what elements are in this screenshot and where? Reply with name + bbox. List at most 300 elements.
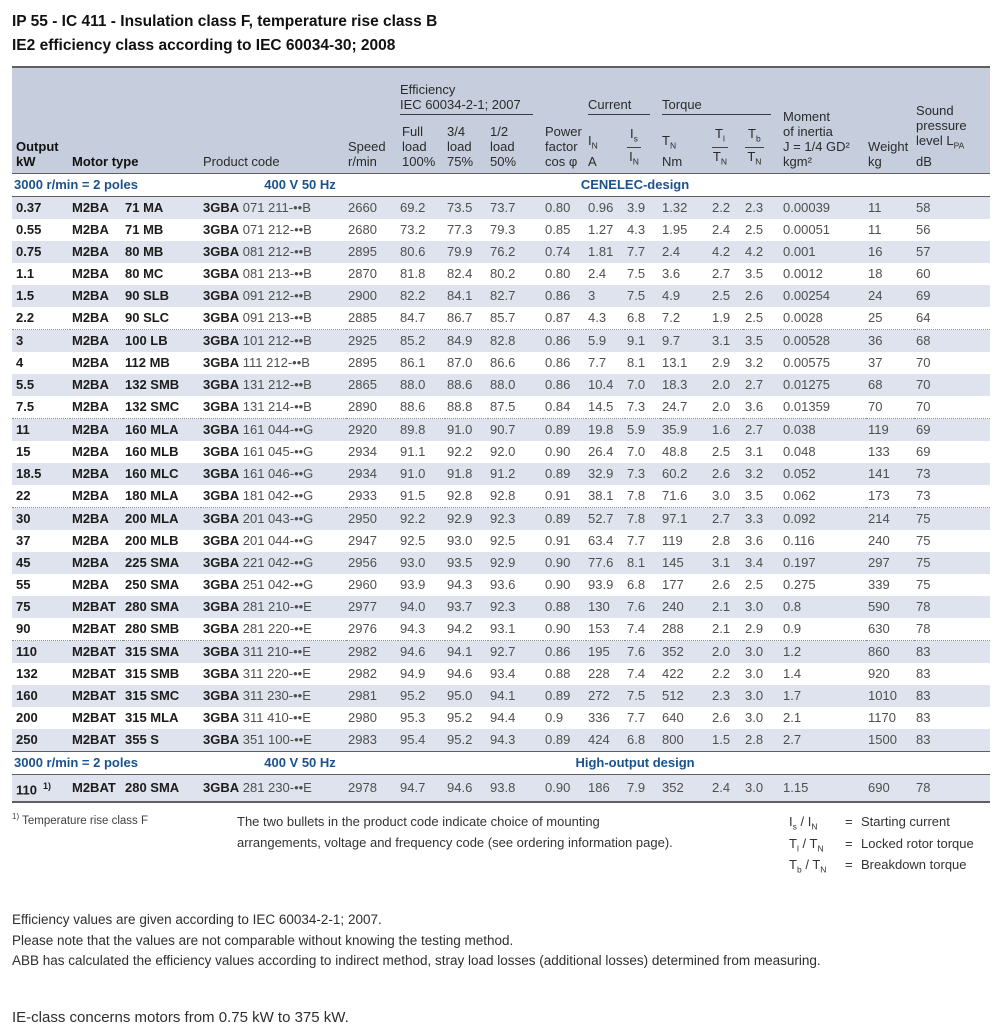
cell-tl-tn-ratio: 1.5 xyxy=(710,729,743,752)
cell-tl-tn-ratio: 2.9 xyxy=(712,355,731,371)
cell-speed: 2960 xyxy=(348,577,377,593)
cell-eff-full-load: 94.9 xyxy=(400,666,426,682)
cell-eff-34-load: 93.0 xyxy=(447,533,473,549)
cell-eff-34-load: 95.2 xyxy=(445,729,488,752)
table-row xyxy=(12,596,990,618)
cell-current-in: 38.1 xyxy=(588,488,614,504)
cell-moment-of-inertia: 0.197 xyxy=(781,552,866,574)
cell-current-in: 93.9 xyxy=(588,577,614,593)
cell-output: 3 xyxy=(12,330,70,353)
col-current-in: $I_N$ A xyxy=(586,119,625,174)
cell-tb-tn-ratio: 3.0 xyxy=(743,596,781,618)
cell-eff-34-load: 93.7 xyxy=(445,596,488,618)
cell-weight: 1500 xyxy=(866,729,914,752)
cell-eff-34-load: 87.0 xyxy=(447,355,473,371)
cell-tl-tn-ratio: 2.3 xyxy=(710,685,743,707)
cell-eff-full-load: 92.2 xyxy=(398,508,445,531)
cell-current-in: 52.7 xyxy=(586,508,625,531)
cell-product-code: 3GBA 281 230-••E xyxy=(201,775,346,803)
cell-sound-level: 73 xyxy=(914,463,990,485)
cell-motor-frame: 280 SMB xyxy=(125,621,180,637)
cell-speed: 2933 xyxy=(348,488,377,504)
cell-output: 0.37 xyxy=(12,197,70,220)
table-row xyxy=(12,618,990,641)
cell-current-in: 1.27 xyxy=(588,222,614,238)
cell-current-in: 3 xyxy=(586,285,625,307)
cell-weight: 590 xyxy=(866,596,914,618)
cell-speed: 2890 xyxy=(348,399,377,415)
cell-product-code: 3GBA 161 046-••G xyxy=(201,463,346,485)
ie-class-note: IE-class concerns motors from 0.75 kW to 375 kW. xyxy=(12,1009,349,1026)
cell-product-code: 3GBA 311 230-••E xyxy=(201,685,346,707)
cell-eff-12-load: 93.4 xyxy=(490,666,516,682)
cell-power-factor: 0.86 xyxy=(543,285,586,307)
cell-output: 250 xyxy=(12,729,70,752)
table-row xyxy=(12,641,990,664)
cell-torque-tn: 97.1 xyxy=(660,508,710,531)
cell-sound-level: 69 xyxy=(914,285,990,307)
cell-torque-tn: 512 xyxy=(660,685,710,707)
cell-product-code: 3GBA 071 211-••B xyxy=(201,197,346,220)
cell-product-code: 3GBA 311 220-••E xyxy=(203,666,311,682)
cell-output: 45 xyxy=(12,552,70,574)
cell-moment-of-inertia: 0.0012 xyxy=(783,266,823,282)
cell-tl-tn-ratio: 2.6 xyxy=(710,463,743,485)
cell-is-in-ratio: 8.1 xyxy=(625,552,660,574)
cell-eff-34-load: 73.5 xyxy=(445,197,488,220)
cell-weight: 297 xyxy=(866,552,914,574)
cell-weight: 37 xyxy=(868,355,883,371)
cell-eff-12-load: 93.8 xyxy=(488,775,543,803)
cell-eff-12-load: 92.3 xyxy=(488,596,543,618)
cell-tl-tn-ratio: 2.4 xyxy=(712,222,731,238)
cell-power-factor: 0.89 xyxy=(543,508,586,531)
cell-eff-full-load: 84.7 xyxy=(400,310,426,326)
cell-eff-34-load: 86.7 xyxy=(447,310,473,326)
cell-tb-tn-ratio: 2.5 xyxy=(745,577,764,593)
cell-motor-brand: M2BA xyxy=(72,399,109,415)
page-title xyxy=(12,10,990,58)
col-product-code: Product code xyxy=(201,67,346,174)
cell-is-in-ratio: 7.9 xyxy=(625,775,660,803)
cell-current-in: 10.4 xyxy=(586,374,625,396)
cell-tl-tn-ratio: 2.1 xyxy=(710,596,743,618)
cell-torque-tn: 145 xyxy=(660,552,710,574)
cell-torque-tn: 288 xyxy=(662,621,684,637)
cell-tb-tn-ratio: 3.5 xyxy=(745,488,764,504)
cell-speed: 2925 xyxy=(346,330,398,353)
table-row xyxy=(12,663,990,685)
cell-output: 110 xyxy=(12,641,70,664)
col-is-in-ratio: $\frac{I_s}{I_N}$ xyxy=(625,119,660,174)
table-row xyxy=(12,241,990,263)
cell-torque-tn: 640 xyxy=(662,710,684,726)
col-power-factor: Power factor cos φ xyxy=(543,67,586,174)
cell-is-in-ratio: 7.5 xyxy=(627,266,646,282)
cell-is-in-ratio: 6.8 xyxy=(625,729,660,752)
cell-eff-34-load: 77.3 xyxy=(447,222,473,238)
cell-tl-tn-ratio: 2.6 xyxy=(712,577,731,593)
cell-speed: 2865 xyxy=(346,374,398,396)
cell-tb-tn-ratio: 2.3 xyxy=(743,197,781,220)
cell-eff-full-load: 93.9 xyxy=(400,577,426,593)
cell-is-in-ratio: 8.1 xyxy=(627,355,646,371)
col-34-load: 3/4 load 75% xyxy=(445,119,488,174)
cell-motor-brand: M2BA xyxy=(70,197,123,220)
table-body xyxy=(12,174,990,803)
cell-torque-tn: 2.4 xyxy=(660,241,710,263)
cell-eff-full-load: 89.8 xyxy=(398,419,445,442)
cell-sound-level: 60 xyxy=(916,266,931,282)
cell-eff-12-load: 87.5 xyxy=(490,399,516,415)
cell-output: 1.5 xyxy=(12,285,70,307)
cell-sound-level: 78 xyxy=(914,596,990,618)
cell-tb-tn-ratio: 3.2 xyxy=(743,463,781,485)
col-moment-of-inertia: Moment of inertia J = 1/4 GD² kgm² xyxy=(781,67,866,174)
cell-eff-12-load: 91.2 xyxy=(488,463,543,485)
cell-power-factor: 0.86 xyxy=(543,374,586,396)
cell-product-code: 3GBA 181 042-••G xyxy=(203,488,314,504)
cell-current-in: 1.81 xyxy=(586,241,625,263)
cell-power-factor: 0.90 xyxy=(545,444,571,460)
cell-product-code: 3GBA 201 043-••G xyxy=(201,508,346,531)
cell-weight: 11 xyxy=(868,222,882,238)
cell-tl-tn-ratio: 3.1 xyxy=(710,330,743,353)
table-row xyxy=(12,396,990,419)
cell-is-in-ratio: 7.0 xyxy=(627,444,646,460)
cell-speed: 2976 xyxy=(348,621,377,637)
cell-eff-34-load: 93.5 xyxy=(445,552,488,574)
cell-power-factor: 0.90 xyxy=(543,775,586,803)
cell-tl-tn-ratio: 2.4 xyxy=(710,775,743,803)
cell-motor-frame: 112 MB xyxy=(125,355,170,371)
cell-motor-frame: 160 MLA xyxy=(123,419,201,442)
cell-output: 0.55 xyxy=(16,222,42,238)
cell-eff-34-load: 82.4 xyxy=(447,266,473,282)
cell-eff-full-load: 95.2 xyxy=(398,685,445,707)
cell-current-in: 26.4 xyxy=(588,444,614,460)
cell-product-code: 3GBA 081 212-••B xyxy=(201,241,346,263)
table-row xyxy=(12,419,990,442)
section-banner xyxy=(12,752,990,775)
cell-product-code: 3GBA 161 044-••G xyxy=(201,419,346,442)
cell-speed: 2977 xyxy=(346,596,398,618)
cell-torque-tn: 352 xyxy=(660,641,710,664)
cell-tb-tn-ratio: 2.7 xyxy=(743,419,781,442)
table-row xyxy=(12,508,990,531)
cell-torque-tn: 352 xyxy=(660,775,710,803)
cell-eff-12-load: 93.1 xyxy=(490,621,516,637)
cell-tb-tn-ratio: 3.0 xyxy=(743,641,781,664)
table-footnotes xyxy=(12,812,990,876)
cell-speed: 2660 xyxy=(346,197,398,220)
cell-torque-tn: 71.6 xyxy=(662,488,688,504)
page-title-line2: IE2 efficiency class according to IEC 60034-30; 2008 xyxy=(12,37,396,55)
cell-sound-level: 83 xyxy=(916,666,931,682)
cell-eff-full-load: 94.7 xyxy=(398,775,445,803)
cell-output: 4 xyxy=(16,355,24,371)
cell-torque-tn: 119 xyxy=(662,533,683,549)
cell-is-in-ratio: 7.0 xyxy=(625,374,660,396)
cell-speed: 2982 xyxy=(348,666,377,682)
cell-eff-34-load: 92.2 xyxy=(447,444,473,460)
cell-eff-34-load: 94.6 xyxy=(445,775,488,803)
cell-eff-12-load: 80.2 xyxy=(490,266,516,282)
col-tb-tn-ratio: $\frac{T_b}{T_N}$ xyxy=(743,119,781,174)
cell-speed: 2885 xyxy=(348,310,377,326)
cell-motor-frame: 80 MC xyxy=(125,266,164,282)
cell-motor-brand: M2BAT xyxy=(70,729,123,752)
cell-eff-full-load: 94.0 xyxy=(398,596,445,618)
cell-eff-full-load: 81.8 xyxy=(400,266,426,282)
cell-motor-brand: M2BAT xyxy=(70,641,123,664)
cell-eff-34-load: 79.9 xyxy=(445,241,488,263)
cell-torque-tn: 240 xyxy=(660,596,710,618)
cell-eff-full-load: 88.6 xyxy=(400,399,426,415)
cell-motor-frame: 225 SMA xyxy=(123,552,201,574)
cell-sound-level: 83 xyxy=(914,685,990,707)
cell-product-code: 3GBA 071 212-••B xyxy=(203,222,312,238)
cell-tl-tn-ratio: 1.6 xyxy=(710,419,743,442)
cell-eff-12-load: 82.8 xyxy=(488,330,543,353)
cell-tb-tn-ratio: 3.1 xyxy=(745,444,764,460)
cell-sound-level: 75 xyxy=(916,577,931,593)
cell-sound-level: 56 xyxy=(916,222,931,238)
cell-power-factor: 0.88 xyxy=(543,596,586,618)
cell-weight: 240 xyxy=(868,533,890,549)
cell-speed: 2680 xyxy=(348,222,377,238)
cell-tl-tn-ratio: 2.0 xyxy=(710,641,743,664)
cell-sound-level: 57 xyxy=(914,241,990,263)
cell-eff-34-load: 91.8 xyxy=(445,463,488,485)
cell-eff-12-load: 92.8 xyxy=(490,488,516,504)
cell-motor-frame: 71 MB xyxy=(125,222,164,238)
cell-power-factor: 0.80 xyxy=(545,266,571,282)
cell-motor-brand: M2BA xyxy=(72,266,109,282)
cell-motor-frame: 132 SMC xyxy=(125,399,180,415)
cell-moment-of-inertia: 0.038 xyxy=(781,419,866,442)
cell-tb-tn-ratio: 3.0 xyxy=(743,685,781,707)
cell-weight: 1170 xyxy=(868,710,896,726)
cell-moment-of-inertia: 2.7 xyxy=(781,729,866,752)
cell-eff-full-load: 95.4 xyxy=(398,729,445,752)
cell-motor-frame: 100 LB xyxy=(123,330,201,353)
cell-is-in-ratio: 7.3 xyxy=(625,463,660,485)
table-row xyxy=(12,263,990,285)
cell-eff-12-load: 73.7 xyxy=(488,197,543,220)
cell-tb-tn-ratio: 2.8 xyxy=(743,729,781,752)
cell-eff-12-load: 82.7 xyxy=(488,285,543,307)
cell-power-factor: 0.87 xyxy=(545,310,571,326)
table-row xyxy=(12,685,990,707)
cell-motor-brand: M2BA xyxy=(70,552,123,574)
cell-moment-of-inertia: 0.062 xyxy=(783,488,816,504)
cell-eff-34-load: 94.6 xyxy=(447,666,473,682)
cell-motor-brand: M2BA xyxy=(70,508,123,531)
table-row xyxy=(12,352,990,374)
cell-moment-of-inertia: 0.0028 xyxy=(783,310,823,326)
cell-output: 11 xyxy=(12,419,70,442)
cell-eff-full-load: 73.2 xyxy=(400,222,426,238)
cell-is-in-ratio: 7.3 xyxy=(627,399,646,415)
cell-product-code: 3GBA 201 044-••G xyxy=(203,533,314,549)
cell-torque-tn: 422 xyxy=(662,666,684,682)
cell-tb-tn-ratio: 2.5 xyxy=(745,222,764,238)
cell-current-in: 272 xyxy=(586,685,625,707)
cell-motor-brand: M2BA xyxy=(72,355,109,371)
cell-motor-frame: 90 SLC xyxy=(125,310,170,326)
cell-tb-tn-ratio: 3.5 xyxy=(743,330,781,353)
cell-speed: 2947 xyxy=(348,533,377,549)
cell-output: 7.5 xyxy=(16,399,35,415)
cell-power-factor: 0.80 xyxy=(543,197,586,220)
cell-eff-full-load: 88.0 xyxy=(398,374,445,396)
cell-eff-34-load: 84.1 xyxy=(445,285,488,307)
cell-sound-level: 70 xyxy=(916,399,931,415)
cell-moment-of-inertia: 1.4 xyxy=(783,666,802,682)
cell-is-in-ratio: 7.8 xyxy=(627,488,646,504)
section-spacer xyxy=(781,752,990,775)
cell-product-code: 3GBA 131 214-••B xyxy=(203,399,312,415)
cell-moment-of-inertia: 2.1 xyxy=(783,710,802,726)
cell-moment-of-inertia: 0.092 xyxy=(781,508,866,531)
cell-moment-of-inertia: 0.052 xyxy=(781,463,866,485)
cell-current-in: 228 xyxy=(588,666,610,682)
cell-motor-frame: 160 MLB xyxy=(125,444,179,460)
cell-product-code: 3GBA 081 213-••B xyxy=(203,266,312,282)
col-tl-tn-ratio: $\frac{T_l}{T_N}$ xyxy=(710,119,743,174)
cell-motor-frame: 80 MB xyxy=(123,241,201,263)
cell-sound-level: 70 xyxy=(914,374,990,396)
cell-power-factor: 0.84 xyxy=(545,399,571,415)
table-row xyxy=(12,463,990,485)
cell-tb-tn-ratio: 3.2 xyxy=(745,355,764,371)
cell-sound-level: 78 xyxy=(916,621,931,637)
cell-sound-level: 68 xyxy=(914,330,990,353)
group-efficiency: Efficiency IEC 60034-2-1; 2007 xyxy=(398,67,543,119)
cell-motor-frame: 355 S xyxy=(123,729,201,752)
cell-motor-brand: M2BA xyxy=(70,330,123,353)
cell-eff-12-load: 92.7 xyxy=(488,641,543,664)
group-torque: Torque xyxy=(660,67,781,119)
cell-current-in: 14.5 xyxy=(588,399,614,415)
section-voltage: 400 V 50 Hz xyxy=(201,174,398,197)
cell-eff-full-load: 93.0 xyxy=(398,552,445,574)
cell-power-factor: 0.89 xyxy=(543,419,586,442)
cell-power-factor: 0.74 xyxy=(543,241,586,263)
cell-motor-frame: 71 MA xyxy=(123,197,201,220)
cell-torque-tn: 1.95 xyxy=(662,222,688,238)
cell-power-factor: 0.89 xyxy=(543,685,586,707)
table-row xyxy=(12,285,990,307)
cell-motor-frame: 250 SMA xyxy=(125,577,180,593)
cell-tb-tn-ratio: 3.6 xyxy=(745,533,764,549)
cell-motor-frame: 280 SMA xyxy=(123,775,201,803)
cell-tl-tn-ratio: 1.9 xyxy=(712,310,731,326)
cell-speed: 2900 xyxy=(346,285,398,307)
cell-eff-full-load: 91.0 xyxy=(398,463,445,485)
cell-speed: 2895 xyxy=(348,355,377,371)
cell-motor-brand: M2BA xyxy=(70,374,123,396)
cell-moment-of-inertia: 1.7 xyxy=(781,685,866,707)
cell-power-factor: 0.86 xyxy=(543,641,586,664)
cell-tb-tn-ratio: 4.2 xyxy=(743,241,781,263)
cell-output: 18.5 xyxy=(12,463,70,485)
cell-sound-level: 75 xyxy=(914,508,990,531)
cell-speed: 2934 xyxy=(348,444,377,460)
cell-eff-12-load: 94.1 xyxy=(488,685,543,707)
table-row xyxy=(12,552,990,574)
cell-sound-level: 75 xyxy=(916,533,931,549)
cell-weight: 36 xyxy=(866,330,914,353)
cell-moment-of-inertia: 0.01359 xyxy=(783,399,831,415)
cell-eff-34-load: 92.8 xyxy=(447,488,473,504)
cell-motor-brand: M2BAT xyxy=(70,596,123,618)
cell-current-in: 19.8 xyxy=(586,419,625,442)
cell-tb-tn-ratio: 2.6 xyxy=(743,285,781,307)
cell-tb-tn-ratio: 3.5 xyxy=(745,266,764,282)
cell-is-in-ratio: 6.8 xyxy=(627,577,646,593)
col-sound: Sound pressure level $L_{PA}$ dB xyxy=(914,67,990,174)
cell-weight: 133 xyxy=(868,444,890,460)
cell-motor-frame: 315 SMA xyxy=(123,641,201,664)
cell-is-in-ratio: 7.5 xyxy=(625,285,660,307)
cell-sound-level: 83 xyxy=(916,710,931,726)
section-speed-poles: 3000 r/min = 2 poles xyxy=(12,174,201,197)
cell-current-in: 77.6 xyxy=(586,552,625,574)
cell-moment-of-inertia: 0.00051 xyxy=(783,222,831,238)
cell-moment-of-inertia: 0.00528 xyxy=(781,330,866,353)
cell-moment-of-inertia: 0.275 xyxy=(783,577,816,593)
cell-motor-brand: M2BA xyxy=(72,577,109,593)
cell-current-in: 336 xyxy=(588,710,610,726)
cell-torque-tn: 3.6 xyxy=(662,266,681,282)
cell-motor-frame: 315 SMB xyxy=(125,666,180,682)
product-code-note: The two bullets in the product code indicate choice of mounting arrangements, voltage and frequency code (see ordering information page). xyxy=(237,814,673,850)
cell-moment-of-inertia: 0.116 xyxy=(783,533,815,549)
cell-motor-frame: 200 MLB xyxy=(125,533,179,549)
cell-is-in-ratio: 6.8 xyxy=(627,310,646,326)
cell-current-in: 5.9 xyxy=(586,330,625,353)
cell-tl-tn-ratio: 3.0 xyxy=(712,488,731,504)
cell-torque-tn: 18.3 xyxy=(660,374,710,396)
cell-tl-tn-ratio: 2.1 xyxy=(712,621,731,637)
table-row xyxy=(12,729,990,752)
cell-eff-12-load: 86.6 xyxy=(490,355,516,371)
cell-weight: 690 xyxy=(866,775,914,803)
cell-torque-tn: 1.32 xyxy=(660,197,710,220)
cell-eff-12-load: 79.3 xyxy=(490,222,516,238)
cell-product-code: 3GBA 091 213-••B xyxy=(203,310,312,326)
cell-tl-tn-ratio: 3.1 xyxy=(710,552,743,574)
cell-sound-level: 69 xyxy=(916,444,931,460)
cell-eff-34-load: 94.3 xyxy=(447,577,473,593)
cell-sound-level: 58 xyxy=(914,197,990,220)
cell-motor-brand: M2BA xyxy=(70,241,123,263)
cell-eff-34-load: 88.6 xyxy=(445,374,488,396)
table-row xyxy=(12,197,990,220)
cell-output: 0.75 xyxy=(12,241,70,263)
col-motor-type: Motor type xyxy=(70,67,201,174)
cell-product-code: 3GBA 281 220-••E xyxy=(203,621,312,637)
cell-current-in: 4.3 xyxy=(588,310,607,326)
cell-torque-tn: 800 xyxy=(660,729,710,752)
cell-weight: 339 xyxy=(868,577,890,593)
cell-tb-tn-ratio: 2.5 xyxy=(745,310,764,326)
col-speed: Speed r/min xyxy=(346,67,398,174)
cell-moment-of-inertia: 0.9 xyxy=(783,621,802,637)
cell-weight: 214 xyxy=(866,508,914,531)
